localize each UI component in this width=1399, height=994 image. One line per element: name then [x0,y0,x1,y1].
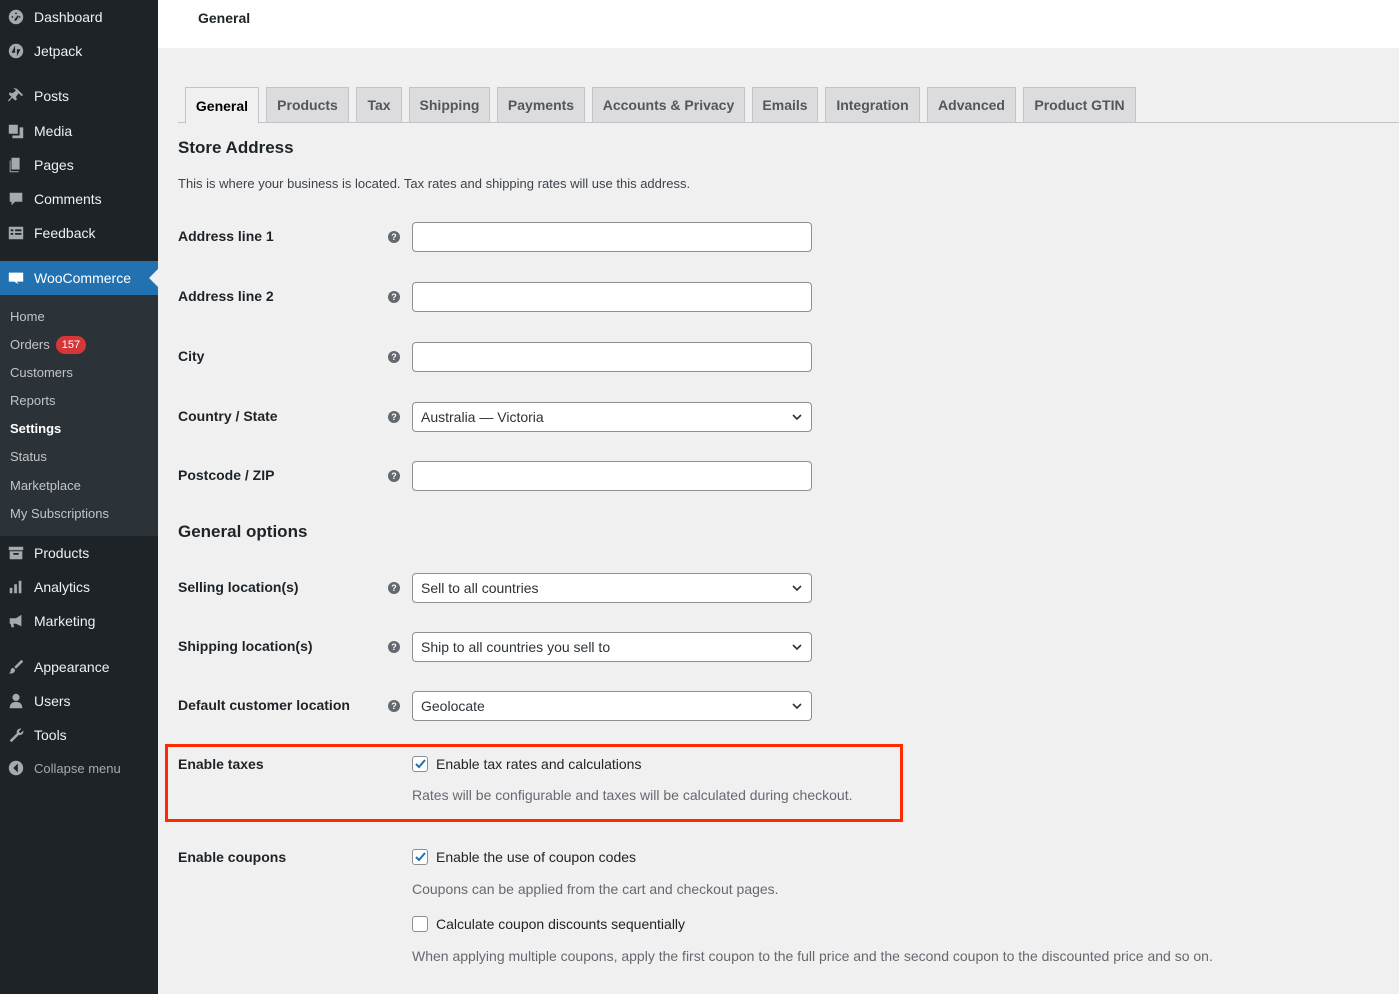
menu-users[interactable] [0,684,158,718]
help-icon[interactable]: ? [388,470,400,482]
postcode-label: Postcode / ZIP [178,467,275,483]
menu-products[interactable] [0,536,158,570]
city-input[interactable] [412,342,812,372]
selling-locations-select[interactable] [412,573,812,603]
menu-marketing[interactable] [0,604,158,638]
shipping-locations-select[interactable] [412,632,812,662]
archive-icon [6,543,26,563]
chevron-down-icon [791,582,803,594]
enable-coupons-checkbox[interactable] [412,849,428,865]
menu-woocommerce[interactable] [0,261,158,295]
help-icon[interactable]: ? [388,700,400,712]
submenu-label: Orders [10,337,50,352]
menu-label: WooCommerce [34,270,131,286]
enable-coupons-checkbox-label[interactable]: Enable the use of coupon codes [436,849,637,865]
menu-dashboard[interactable] [0,0,158,34]
woocommerce-submenu [0,295,158,536]
menu-label: Jetpack [34,43,83,59]
tab-product-gtin[interactable]: Product GTIN [1023,87,1136,123]
address1-label: Address line 1 [178,228,274,244]
feedback-icon [6,223,26,243]
menu-label: Products [34,545,90,561]
address1-input[interactable] [412,222,812,252]
selling-locations-label: Selling location(s) [178,579,299,595]
menu-label: Media [34,123,73,139]
collapse-menu-button[interactable] [0,751,158,785]
tab-general[interactable]: General [185,87,259,124]
enable-taxes-label: Enable taxes [178,756,264,772]
menu-jetpack[interactable] [0,34,158,68]
menu-label: Marketing [34,613,96,629]
select-value: Geolocate [421,698,485,714]
country-state-label: Country / State [178,408,278,424]
enable-taxes-hint: Rates will be configurable and taxes will be calculated during checkout. [412,787,853,803]
pages-icon [6,155,26,175]
select-value: Ship to all countries you sell to [421,639,611,655]
tab-emails[interactable]: Emails [752,87,818,123]
help-icon[interactable]: ? [388,231,400,243]
country-state-select[interactable] [412,402,812,432]
tab-tax[interactable]: Tax [356,87,402,123]
menu-tools[interactable] [0,718,158,752]
submenu-reports[interactable]: Reports [10,393,56,408]
checkmark-icon [414,757,427,771]
tab-shipping[interactable]: Shipping [409,87,490,123]
sequential-coupons-hint: When applying multiple coupons, apply the first coupon to the full price and the second coupon to the discounted price and so on. [412,948,1213,964]
menu-label: Appearance [34,659,110,675]
menu-label: Feedback [34,225,96,241]
menu-label: Posts [34,88,70,104]
jetpack-icon [6,41,26,61]
select-value: Sell to all countries [421,580,539,596]
menu-label: Comments [34,191,102,207]
submenu-my-subscriptions[interactable]: My Subscriptions [10,506,109,521]
woo-icon [6,268,26,288]
enable-taxes-checkbox-label[interactable]: Enable tax rates and calculations [436,756,642,772]
user-icon [6,691,26,711]
collapse-icon [6,758,26,778]
pin-icon [6,86,26,106]
menu-appearance[interactable] [0,650,158,684]
postcode-input[interactable] [412,461,812,491]
menu-analytics[interactable] [0,570,158,604]
help-icon[interactable]: ? [388,291,400,303]
dashboard-icon [6,7,26,27]
address2-input[interactable] [412,282,812,312]
submenu-home[interactable]: Home [10,309,45,324]
tab-integration[interactable]: Integration [825,87,920,123]
default-customer-location-select[interactable] [412,691,812,721]
menu-label: Dashboard [34,9,103,25]
megaphone-icon [6,611,26,631]
select-value: Australia — Victoria [421,409,544,425]
submenu-status[interactable]: Status [10,449,47,464]
help-icon[interactable]: ? [388,582,400,594]
sequential-coupons-checkbox-label[interactable]: Calculate coupon discounts sequentially [436,916,686,932]
city-label: City [178,348,205,364]
general-options-heading: General options [178,522,308,541]
media-icon [6,121,26,141]
menu-label: Users [34,693,71,709]
help-icon[interactable]: ? [388,641,400,653]
sequential-coupons-row [412,916,685,932]
orders-count-badge: 157 [56,336,86,354]
submenu-customers[interactable]: Customers [10,365,73,380]
menu-comments[interactable] [0,182,158,216]
collapse-label: Collapse menu [34,760,121,776]
store-address-description: This is where your business is located. Tax rates and shipping rates will use this address. [178,176,691,191]
enable-coupons-row [412,849,636,865]
tab-products[interactable]: Products [266,87,349,123]
menu-pages[interactable] [0,148,158,182]
address2-label: Address line 2 [178,288,274,304]
default-customer-location-label: Default customer location [178,697,350,713]
chart-icon [6,577,26,597]
enable-coupons-hint: Coupons can be applied from the cart and checkout pages. [412,881,779,897]
help-icon[interactable]: ? [388,351,400,363]
chevron-down-icon [791,411,803,423]
submenu-orders[interactable] [10,335,86,355]
shipping-locations-label: Shipping location(s) [178,638,313,654]
enable-taxes-row [412,756,641,772]
chevron-down-icon [791,700,803,712]
menu-label: Analytics [34,579,91,595]
tab-advanced[interactable]: Advanced [927,87,1016,123]
tab-accounts-privacy[interactable]: Accounts & Privacy [592,87,745,123]
chevron-down-icon [791,641,803,653]
checkmark-icon [414,850,427,864]
page-title: General [198,10,251,26]
menu-label: Pages [34,157,74,173]
submenu-settings[interactable]: Settings [10,421,62,436]
tab-payments[interactable]: Payments [497,87,585,123]
enable-coupons-label: Enable coupons [178,849,287,865]
menu-feedback[interactable] [0,216,158,250]
menu-media[interactable] [0,114,158,148]
page-header [158,0,1399,48]
menu-label: Tools [34,727,67,743]
admin-sidebar [0,0,158,994]
store-address-heading: Store Address [178,138,294,157]
comment-icon [6,189,26,209]
brush-icon [6,657,26,677]
wrench-icon [6,725,26,745]
submenu-marketplace[interactable]: Marketplace [10,478,81,493]
sequential-coupons-checkbox[interactable] [412,916,428,932]
menu-posts[interactable] [0,79,158,113]
enable-taxes-checkbox[interactable] [412,756,428,772]
help-icon[interactable]: ? [388,411,400,423]
